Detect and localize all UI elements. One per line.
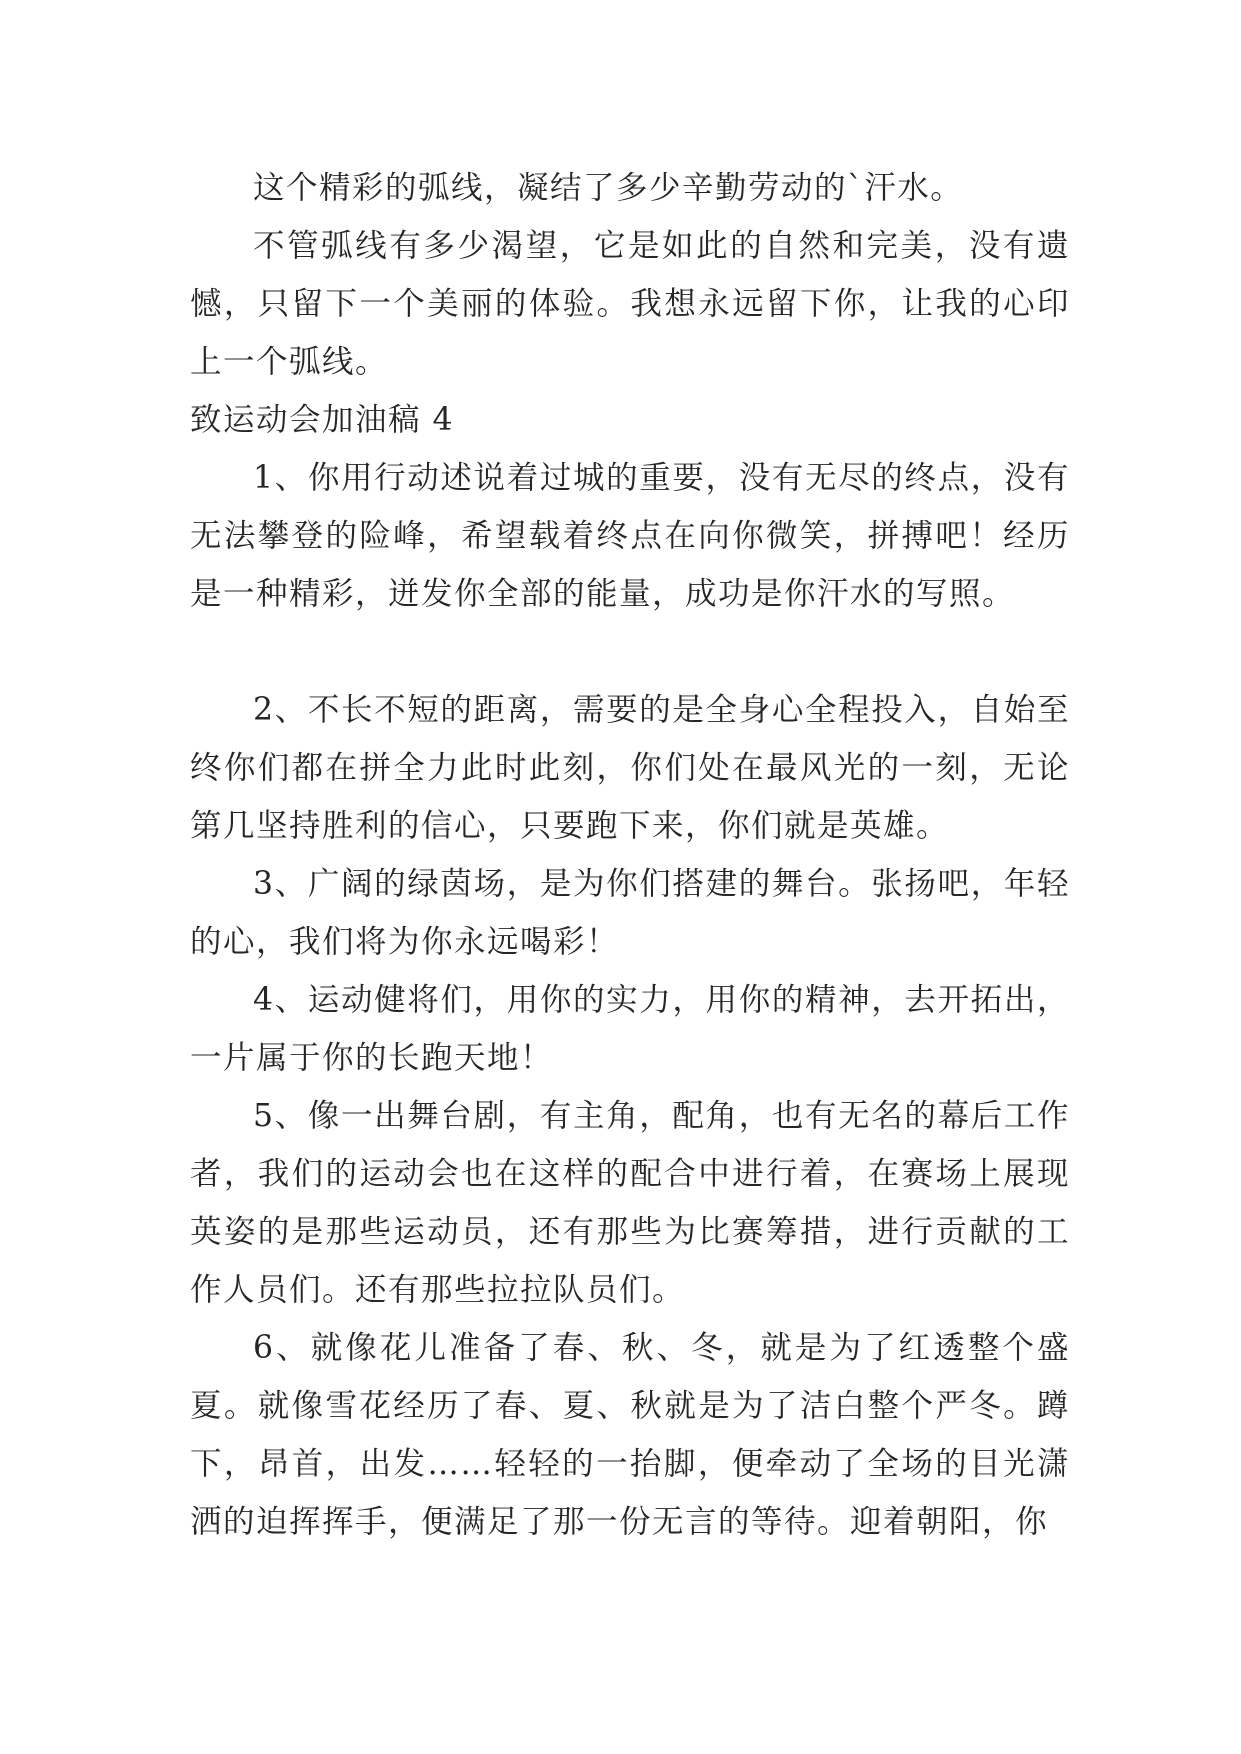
cheer-item-6: 6、就像花儿准备了春、秋、冬，就是为了红透整个盛夏。就像雪花经历了春、夏、秋就是为了洁白整个严冬。蹲下，昂首，出发……轻轻的一抬脚，便牵动了全场的目光潇洒的迫挥挥手，便满足了那一份无言的等待。迎着朝阳，你 (190, 1330, 1070, 1540)
blank-line (190, 623, 1070, 681)
cheer-item-5: 5、像一出舞台剧，有主角，配角，也有无名的幕后工作者，我们的运动会也在这样的配合中进行着，在赛场上展现英姿的是那些运动员，还有那些为比赛筹措，进行贡献的工作人员们。还有那些拉拉队员们。 (190, 1098, 1070, 1308)
section-heading: 致运动会加油稿 4 (190, 402, 455, 438)
paragraph-arc-perfect: 不管弧线有多少渴望，它是如此的自然和完美，没有遗憾，只留下一个美丽的体验。我想永远留下你，让我的心印上一个弧线。 (190, 228, 1070, 380)
cheer-item-4: 4、运动健将们，用你的实力，用你的精神，去开拓出，一片属于你的长跑天地！ (190, 982, 1070, 1076)
document-body (190, 159, 1070, 1551)
cheer-item-3: 3、广阔的绿茵场，是为你们搭建的舞台。张扬吧，年轻的心，我们将为你永远喝彩！ (190, 866, 1070, 960)
cheer-item-1: 1、你用行动述说着过城的重要，没有无尽的终点，没有无法攀登的险峰，希望载着终点在向你微笑，拼搏吧！经历是一种精彩，迸发你全部的能量，成功是你汗水的写照。 (190, 460, 1070, 612)
paragraph-arc-sweat: 这个精彩的弧线，凝结了多少辛勤劳动的`汗水。 (253, 170, 964, 206)
cheer-item-2: 2、不长不短的距离，需要的是全身心全程投入，自始至终你们都在拼全力此时此刻，你们处在最风光的一刻，无论第几坚持胜利的信心，只要跑下来，你们就是英雄。 (190, 692, 1070, 844)
